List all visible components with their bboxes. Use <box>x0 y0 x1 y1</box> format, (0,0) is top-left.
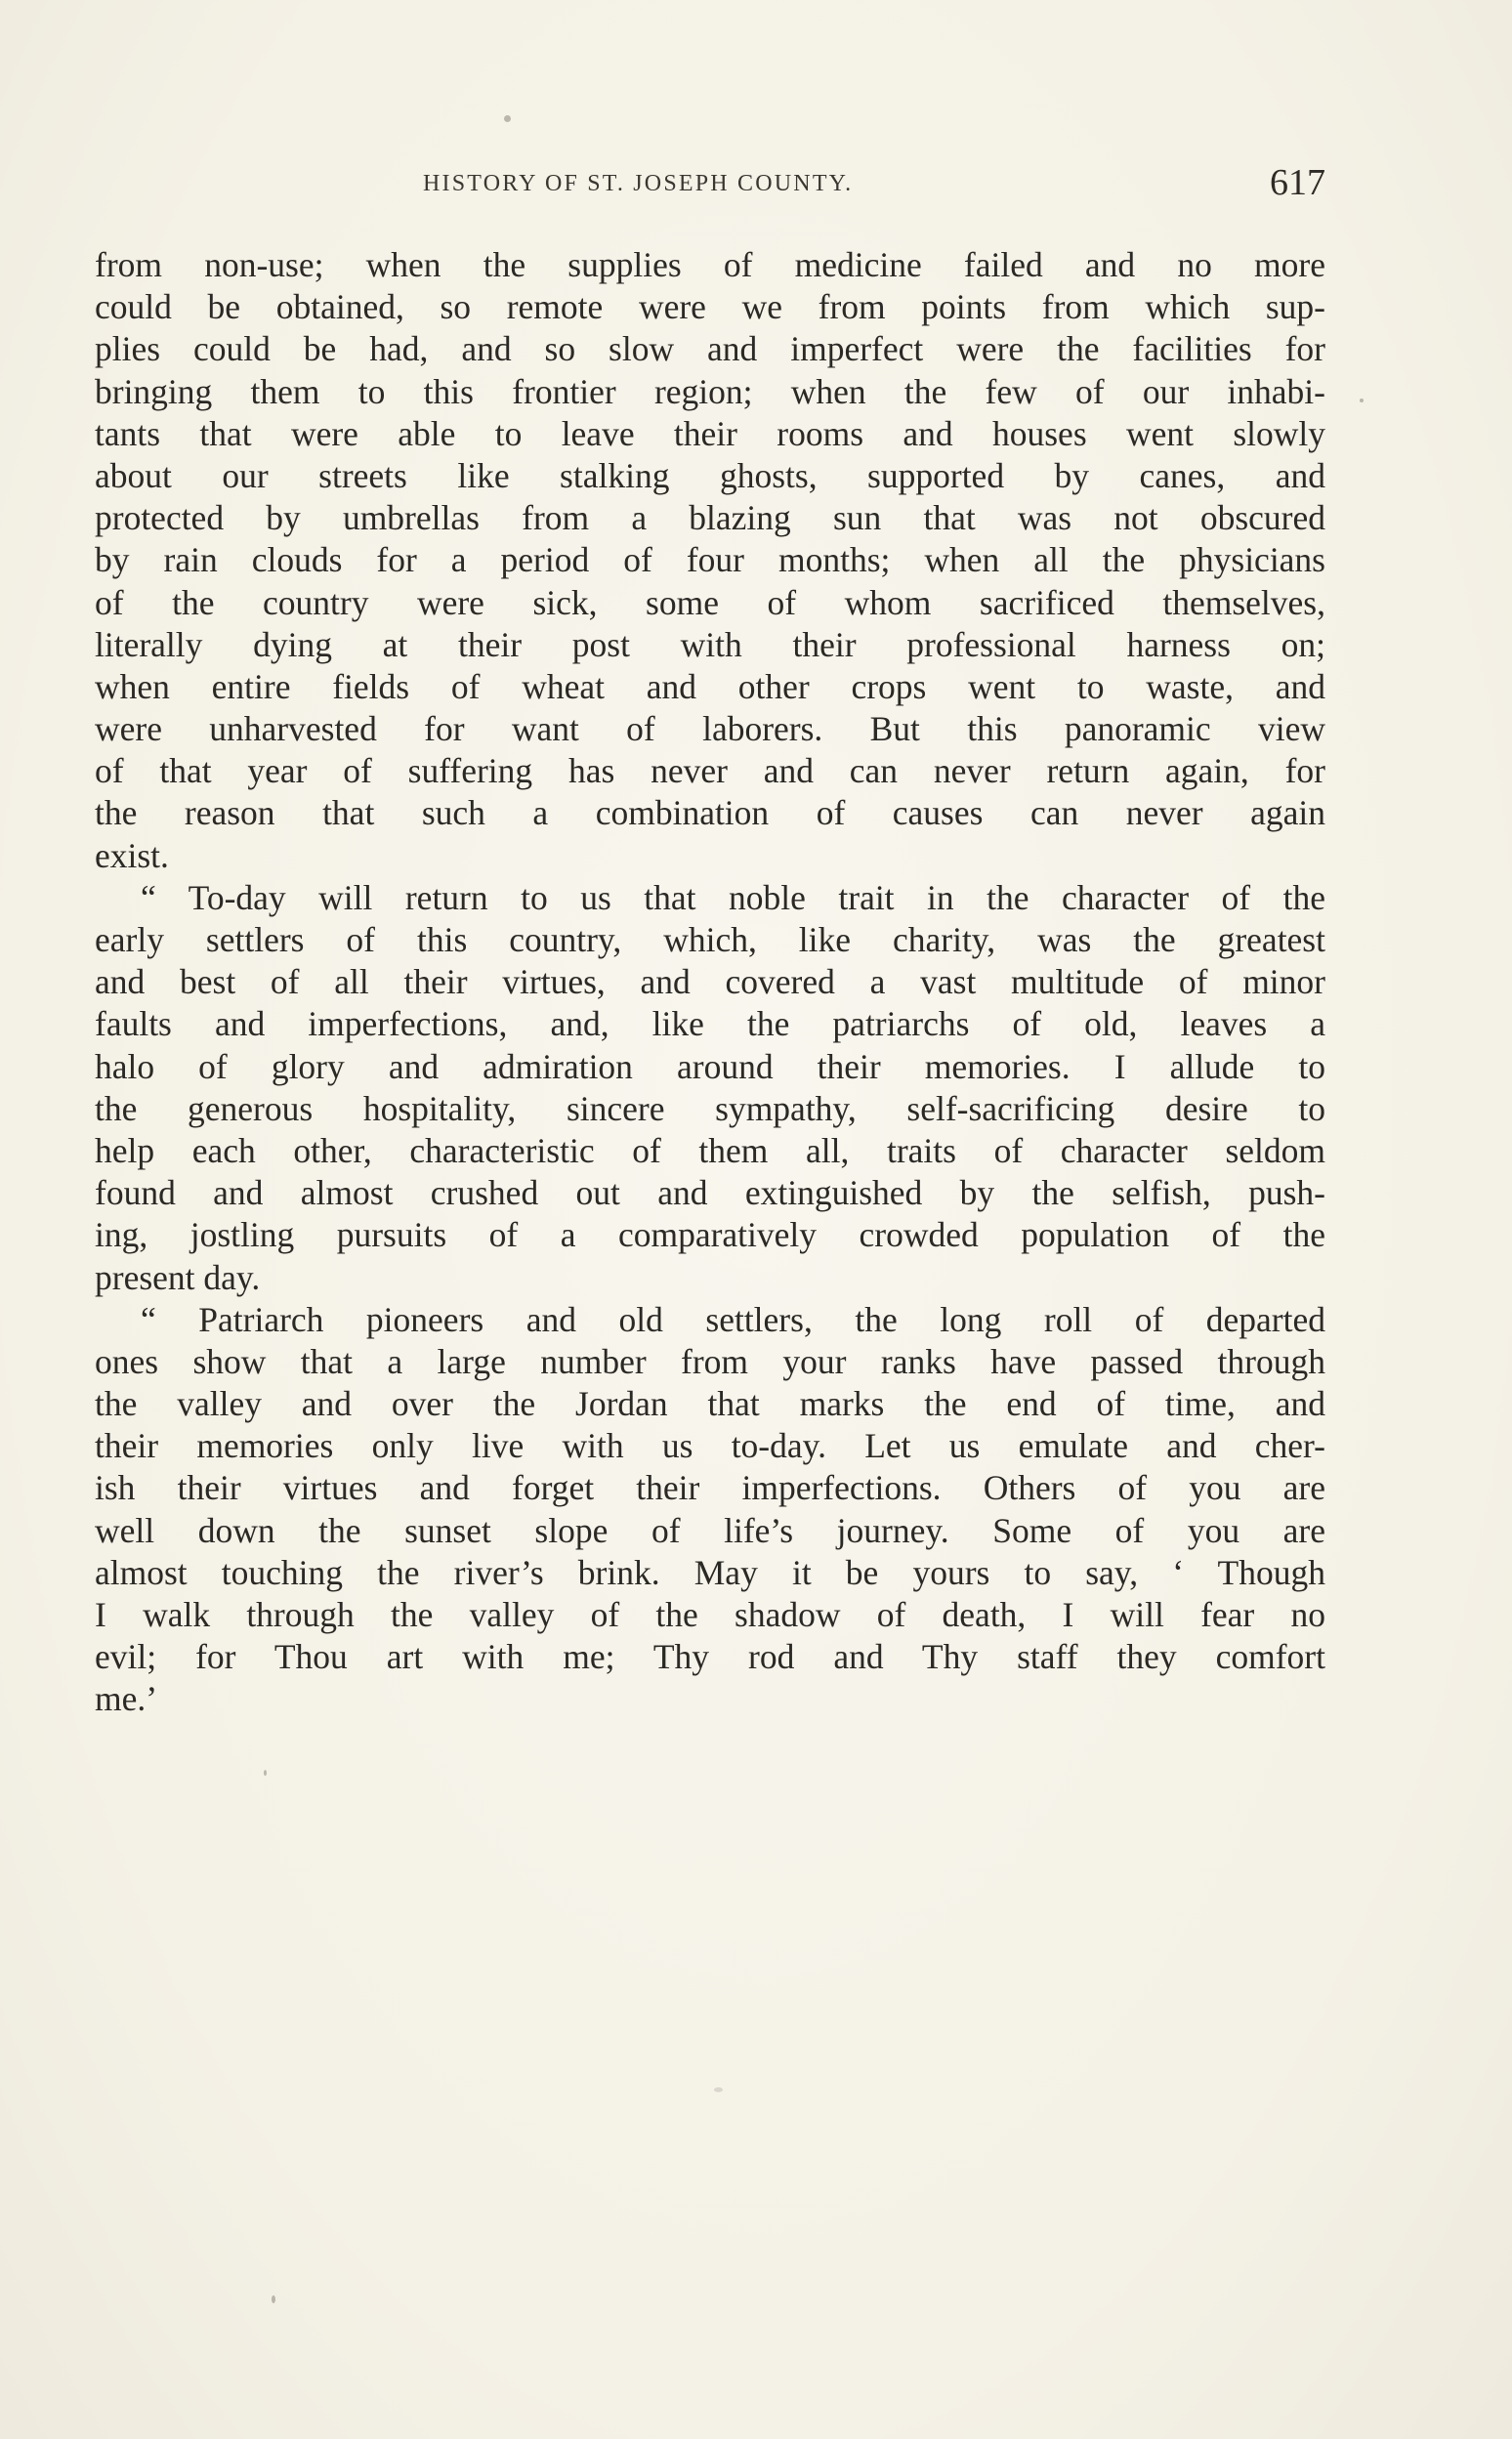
ink-speck <box>504 115 511 122</box>
text-line: their memories only live with us to-day. Let us emulate and cher- <box>95 1426 1325 1466</box>
text-line: “ To-day will return to us that noble trait in the character of the <box>141 877 1325 917</box>
text-line: protected by umbrellas from a blazing sun that was not obscured <box>95 498 1325 538</box>
text-line: when entire fields of wheat and other crops went to waste, and <box>95 666 1325 706</box>
text-line: me.’ <box>95 1679 158 1719</box>
body-text <box>95 244 1325 1721</box>
text-line: and best of all their virtues, and covered a vast multitude of minor <box>95 962 1325 1002</box>
text-line: “ Patriarch pioneers and old settlers, the long roll of departed <box>141 1299 1325 1339</box>
page-number: 617 <box>1270 162 1325 203</box>
text-line: faults and imperfections, and, like the patriarchs of old, leaves a <box>95 1004 1325 1044</box>
paragraph <box>95 244 1325 877</box>
text-line: almost touching the river’s brink. May it be yours to say, ‘ Though <box>95 1552 1325 1592</box>
ink-speck <box>264 1770 267 1776</box>
text-line: present day. <box>95 1257 261 1297</box>
text-line: exist. <box>95 835 169 875</box>
text-line: bringing them to this frontier region; when the few of our inhabi- <box>95 371 1325 411</box>
ink-speck <box>1360 399 1364 402</box>
page-header <box>95 161 1325 210</box>
text-line: from non-use; when the supplies of medicine failed and no more <box>95 245 1325 284</box>
text-line: about our streets like stalking ghosts, supported by canes, and <box>95 455 1325 495</box>
text-line: ing, jostling pursuits of a comparatively crowded population of the <box>95 1215 1325 1255</box>
ink-speck <box>714 2087 723 2092</box>
text-line: of that year of suffering has never and can never return again, for <box>95 751 1325 791</box>
text-line: well down the sunset slope of life’s journey. Some of you are <box>95 1510 1325 1550</box>
text-line: the generous hospitality, sincere sympathy, self-sacrificing desire to <box>95 1088 1325 1128</box>
text-line: the reason that such a combination of causes can never again <box>95 793 1325 833</box>
text-line: were unharvested for want of laborers. But this panoramic view <box>95 709 1325 749</box>
ink-speck <box>272 2295 275 2303</box>
text-line: halo of glory and admiration around their memories. I allude to <box>95 1046 1325 1086</box>
text-line: the valley and over the Jordan that marks the end of time, and <box>95 1384 1325 1424</box>
text-line: tants that were able to leave their rooms and houses went slowly <box>95 413 1325 453</box>
text-line: I walk through the valley of the shadow of death, I will fear no <box>95 1595 1325 1634</box>
text-line: ish their virtues and forget their imperfections. Others of you are <box>95 1468 1325 1508</box>
text-line: of the country were sick, some of whom sacrificed themselves, <box>95 582 1325 622</box>
paragraph <box>95 1299 1325 1721</box>
text-line: evil; for Thou art with me; Thy rod and Thy staff they comfort <box>95 1637 1325 1677</box>
text-line: early settlers of this country, which, like charity, was the greatest <box>95 920 1325 959</box>
text-line: literally dying at their post with their professional harness on; <box>95 624 1325 664</box>
text-line: help each other, characteristic of them all, traits of character seldom <box>95 1130 1325 1170</box>
running-title: HISTORY OF ST. JOSEPH COUNTY. <box>423 171 854 196</box>
text-line: plies could be had, and so slow and imperfect were the facilities for <box>95 329 1325 369</box>
text-line: ones show that a large number from your ranks have passed through <box>95 1341 1325 1381</box>
text-line: by rain clouds for a period of four months; when all the physicians <box>95 540 1325 580</box>
text-line: could be obtained, so remote were we from points from which sup- <box>95 287 1325 327</box>
paragraph <box>95 877 1325 1299</box>
text-line: found and almost crushed out and extinguished by the selfish, push- <box>95 1173 1325 1213</box>
